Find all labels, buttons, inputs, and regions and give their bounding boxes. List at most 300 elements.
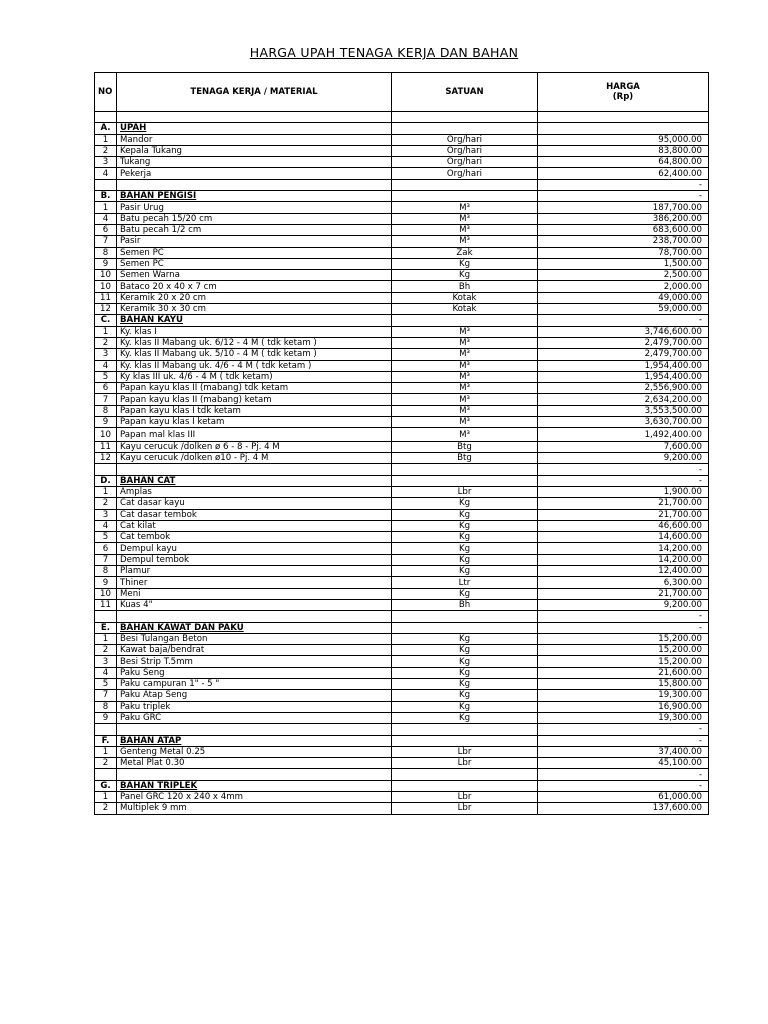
table-row — [95, 701, 709, 712]
row-unit: Bh — [392, 599, 538, 610]
table-row — [95, 236, 709, 247]
row-unit: M³ — [392, 224, 538, 235]
row-material: Papan mal klas III — [117, 428, 392, 442]
row-price: 64,800.00 — [538, 157, 709, 168]
row-material: Genteng Metal 0.25 — [117, 746, 392, 757]
row-number: 1 — [95, 746, 117, 757]
section-row — [95, 780, 709, 791]
row-price: 21,600.00 — [538, 667, 709, 678]
row-number: 4 — [95, 520, 117, 531]
row-number — [95, 179, 117, 190]
row-price: 21,700.00 — [538, 498, 709, 509]
row-number: 5 — [95, 532, 117, 543]
row-material — [117, 622, 392, 633]
row-unit: Kg — [392, 645, 538, 656]
row-unit: Kg — [392, 498, 538, 509]
row-unit: Kg — [392, 667, 538, 678]
row-number: 2 — [95, 337, 117, 348]
row-material: Keramik 30 x 30 cm — [117, 304, 392, 315]
row-price: - — [538, 464, 709, 475]
table-row — [95, 292, 709, 303]
row-price: - — [538, 724, 709, 735]
row-price: 3,746,600.00 — [538, 326, 709, 337]
row-price: 14,200.00 — [538, 554, 709, 565]
row-unit — [392, 622, 538, 633]
row-material: Paku Atap Seng — [117, 690, 392, 701]
row-price: 1,492,400.00 — [538, 428, 709, 442]
row-number: 12 — [95, 453, 117, 464]
row-price: 15,800.00 — [538, 679, 709, 690]
table-row — [95, 667, 709, 678]
row-price: 15,200.00 — [538, 656, 709, 667]
row-number: 7 — [95, 690, 117, 701]
row-price: 9,200.00 — [538, 599, 709, 610]
row-price: 19,300.00 — [538, 690, 709, 701]
row-price: 7,600.00 — [538, 441, 709, 452]
row-material: Ky. klas II Mabang uk. 6/12 - 4 M ( tdk ketam ) — [117, 337, 392, 348]
row-unit: M³ — [392, 394, 538, 405]
row-price: 19,300.00 — [538, 712, 709, 723]
row-material: Amplas — [117, 487, 392, 498]
row-price: - — [538, 780, 709, 791]
row-unit: M³ — [392, 337, 538, 348]
table-row — [95, 690, 709, 701]
table-row — [95, 371, 709, 382]
table-row — [95, 509, 709, 520]
section-row — [95, 191, 709, 202]
table-row — [95, 611, 709, 622]
row-price: 45,100.00 — [538, 758, 709, 769]
table-row — [95, 405, 709, 416]
header-no: NO — [95, 73, 117, 112]
row-price: - — [538, 191, 709, 202]
row-number: 4 — [95, 360, 117, 371]
section-title: BAHAN ATAP — [120, 735, 182, 746]
row-material: Paku campuran 1" - 5 " — [117, 679, 392, 690]
row-material: Besi Tulangan Beton — [117, 633, 392, 644]
table-row — [95, 441, 709, 452]
row-material: Besi Strip T.5mm — [117, 656, 392, 667]
table-row — [95, 803, 709, 814]
table-row — [95, 656, 709, 667]
row-number: 5 — [95, 679, 117, 690]
row-number — [95, 112, 117, 123]
row-unit: Lbr — [392, 758, 538, 769]
table-row — [95, 304, 709, 315]
row-number: 6 — [95, 543, 117, 554]
row-unit: Kg — [392, 554, 538, 565]
row-material: Semen Warna — [117, 270, 392, 281]
table-row — [95, 679, 709, 690]
row-price: 1,954,400.00 — [538, 371, 709, 382]
row-number: F. — [95, 735, 117, 746]
row-price: 2,634,200.00 — [538, 394, 709, 405]
row-material: Cat dasar tembok — [117, 509, 392, 520]
price-table — [94, 72, 709, 815]
table-row — [95, 394, 709, 405]
table-row — [95, 724, 709, 735]
page-title: HARGA UPAH TENAGA KERJA DAN BAHAN — [249, 45, 519, 60]
table-row — [95, 202, 709, 213]
row-number: 10 — [95, 428, 117, 442]
spacer-row — [95, 112, 709, 123]
row-number: 3 — [95, 349, 117, 360]
table-row — [95, 769, 709, 780]
row-unit: Kotak — [392, 292, 538, 303]
row-price: 59,000.00 — [538, 304, 709, 315]
row-material: Paku GRC — [117, 712, 392, 723]
table-row — [95, 633, 709, 644]
row-material: Papan kayu klas I tdk ketam — [117, 405, 392, 416]
row-unit: Zak — [392, 247, 538, 258]
row-number: A. — [95, 123, 117, 134]
row-material: Batu pecah 1/2 cm — [117, 224, 392, 235]
row-unit — [392, 112, 538, 123]
row-price: 14,200.00 — [538, 543, 709, 554]
table-row — [95, 588, 709, 599]
row-unit: M³ — [392, 236, 538, 247]
row-price: - — [538, 611, 709, 622]
row-material: Paku triplek — [117, 701, 392, 712]
row-material — [117, 123, 392, 134]
row-unit — [392, 464, 538, 475]
row-price: 62,400.00 — [538, 168, 709, 179]
row-price: 95,000.00 — [538, 134, 709, 145]
table-row — [95, 224, 709, 235]
row-unit: Kg — [392, 270, 538, 281]
table-row — [95, 417, 709, 428]
row-unit — [392, 735, 538, 746]
row-number: 9 — [95, 577, 117, 588]
row-unit: Kg — [392, 690, 538, 701]
table-row — [95, 326, 709, 337]
row-price: 15,200.00 — [538, 633, 709, 644]
section-row — [95, 735, 709, 746]
row-material — [117, 724, 392, 735]
table-row — [95, 179, 709, 190]
row-unit: Org/hari — [392, 157, 538, 168]
row-number: 8 — [95, 405, 117, 416]
row-price: - — [538, 735, 709, 746]
row-price: 2,479,700.00 — [538, 349, 709, 360]
row-price: 6,300.00 — [538, 577, 709, 588]
row-unit — [392, 769, 538, 780]
row-material: Batu pecah 15/20 cm — [117, 213, 392, 224]
header-satuan: SATUAN — [392, 73, 538, 112]
row-price: 386,200.00 — [538, 213, 709, 224]
row-unit: Kg — [392, 532, 538, 543]
row-material: Pasir Urug — [117, 202, 392, 213]
row-number: 4 — [95, 168, 117, 179]
row-material: Cat kilat — [117, 520, 392, 531]
row-unit: M³ — [392, 202, 538, 213]
row-material — [117, 315, 392, 326]
row-unit: M³ — [392, 360, 538, 371]
section-title: BAHAN CAT — [120, 475, 176, 486]
row-material: Panel GRC 120 x 240 x 4mm — [117, 792, 392, 803]
row-price: 61,000.00 — [538, 792, 709, 803]
row-number: 8 — [95, 247, 117, 258]
row-price: - — [538, 769, 709, 780]
row-number: 4 — [95, 213, 117, 224]
row-price: 16,900.00 — [538, 701, 709, 712]
row-number: 2 — [95, 145, 117, 156]
row-number — [95, 724, 117, 735]
row-unit — [392, 780, 538, 791]
row-material: Keramik 20 x 20 cm — [117, 292, 392, 303]
table-row — [95, 758, 709, 769]
row-price: 21,700.00 — [538, 588, 709, 599]
table-row — [95, 577, 709, 588]
row-unit: M³ — [392, 213, 538, 224]
table-row — [95, 746, 709, 757]
row-unit — [392, 611, 538, 622]
row-unit: M³ — [392, 383, 538, 394]
table-row — [95, 712, 709, 723]
table-header-row — [95, 73, 709, 112]
table-row — [95, 349, 709, 360]
row-material — [117, 611, 392, 622]
row-unit — [392, 123, 538, 134]
row-price: 14,600.00 — [538, 532, 709, 543]
table-body — [95, 112, 709, 815]
row-number: E. — [95, 622, 117, 633]
row-price: 2,500.00 — [538, 270, 709, 281]
row-price: 15,200.00 — [538, 645, 709, 656]
row-number: 3 — [95, 509, 117, 520]
table-row — [95, 157, 709, 168]
row-price: - — [538, 179, 709, 190]
row-number: 3 — [95, 157, 117, 168]
section-title: UPAH — [120, 123, 147, 134]
row-number: 2 — [95, 498, 117, 509]
row-number: 6 — [95, 224, 117, 235]
row-price: 2,556,900.00 — [538, 383, 709, 394]
row-price: 78,700.00 — [538, 247, 709, 258]
table-row — [95, 134, 709, 145]
row-number: 11 — [95, 599, 117, 610]
row-number: 10 — [95, 588, 117, 599]
row-unit: M³ — [392, 405, 538, 416]
row-price: 2,479,700.00 — [538, 337, 709, 348]
row-price: 1,900.00 — [538, 487, 709, 498]
table-row — [95, 337, 709, 348]
row-price: - — [538, 622, 709, 633]
row-unit: Kg — [392, 520, 538, 531]
row-unit: Kg — [392, 588, 538, 599]
row-material: Kayu cerucuk /dolken ø10 - Pj. 4 M — [117, 453, 392, 464]
row-price: 137,600.00 — [538, 803, 709, 814]
row-price: 46,600.00 — [538, 520, 709, 531]
row-number: 9 — [95, 712, 117, 723]
row-material: Multiplek 9 mm — [117, 803, 392, 814]
row-unit: Btg — [392, 453, 538, 464]
section-title: BAHAN TRIPLEK — [120, 780, 198, 791]
row-price: 21,700.00 — [538, 509, 709, 520]
row-material: Pasir — [117, 236, 392, 247]
table-row — [95, 247, 709, 258]
row-unit: Lbr — [392, 746, 538, 757]
row-price — [538, 123, 709, 134]
row-unit: Kg — [392, 509, 538, 520]
table-row — [95, 428, 709, 442]
row-material: Papan kayu klas II (mabang) tdk ketam — [117, 383, 392, 394]
section-row — [95, 315, 709, 326]
row-material: Tukang — [117, 157, 392, 168]
table-row — [95, 599, 709, 610]
section-row — [95, 622, 709, 633]
row-unit: Kg — [392, 258, 538, 269]
row-material: Papan kayu klas I ketam — [117, 417, 392, 428]
row-unit: M³ — [392, 417, 538, 428]
row-material — [117, 475, 392, 486]
row-unit: Btg — [392, 441, 538, 452]
row-number: D. — [95, 475, 117, 486]
table-row — [95, 213, 709, 224]
row-material: Plamur — [117, 566, 392, 577]
section-row — [95, 475, 709, 486]
section-title: BAHAN KAYU — [120, 315, 183, 326]
row-number: 7 — [95, 236, 117, 247]
row-unit — [392, 724, 538, 735]
row-material: Paku Seng — [117, 667, 392, 678]
row-unit: Kg — [392, 679, 538, 690]
table-row — [95, 360, 709, 371]
table-row — [95, 270, 709, 281]
section-title: BAHAN KAWAT DAN PAKU — [120, 622, 244, 633]
row-number — [95, 464, 117, 475]
row-unit: Ltr — [392, 577, 538, 588]
row-price: - — [538, 315, 709, 326]
row-unit: Lbr — [392, 803, 538, 814]
row-price: 1,954,400.00 — [538, 360, 709, 371]
row-unit: M³ — [392, 349, 538, 360]
row-number: 7 — [95, 554, 117, 565]
table-row — [95, 487, 709, 498]
row-unit: Lbr — [392, 487, 538, 498]
table-row — [95, 383, 709, 394]
row-number: 8 — [95, 701, 117, 712]
table-row — [95, 498, 709, 509]
row-material — [117, 735, 392, 746]
row-unit: Kg — [392, 543, 538, 554]
row-material: Ky. klas II Mabang uk. 5/10 - 4 M ( tdk ketam ) — [117, 349, 392, 360]
row-unit: Kg — [392, 656, 538, 667]
row-unit: Org/hari — [392, 168, 538, 179]
row-number: 1 — [95, 792, 117, 803]
row-unit: Kotak — [392, 304, 538, 315]
row-material: Cat tembok — [117, 532, 392, 543]
row-number — [95, 611, 117, 622]
row-material: Dempul kayu — [117, 543, 392, 554]
table-row — [95, 453, 709, 464]
row-material — [117, 769, 392, 780]
row-price: 12,400.00 — [538, 566, 709, 577]
row-unit: Org/hari — [392, 134, 538, 145]
row-number: 1 — [95, 633, 117, 644]
row-number: 2 — [95, 803, 117, 814]
row-unit: Org/hari — [392, 145, 538, 156]
section-row — [95, 123, 709, 134]
row-unit: Kg — [392, 633, 538, 644]
row-price: 3,630,700.00 — [538, 417, 709, 428]
row-number: 3 — [95, 656, 117, 667]
row-unit — [392, 191, 538, 202]
table-row — [95, 145, 709, 156]
row-unit: M³ — [392, 371, 538, 382]
row-material: Mandor — [117, 134, 392, 145]
row-material: Bataco 20 x 40 x 7 cm — [117, 281, 392, 292]
row-material: Kepala Tukang — [117, 145, 392, 156]
row-material: Semen PC — [117, 247, 392, 258]
row-number: 2 — [95, 758, 117, 769]
row-number: 10 — [95, 270, 117, 281]
row-price: 187,700.00 — [538, 202, 709, 213]
row-price: 2,000.00 — [538, 281, 709, 292]
row-price: 9,200.00 — [538, 453, 709, 464]
row-material: Ky. klas II Mabang uk. 4/6 - 4 M ( tdk ketam ) — [117, 360, 392, 371]
row-unit: Lbr — [392, 792, 538, 803]
header-harga: HARGA (Rp) — [538, 73, 709, 112]
row-number: 2 — [95, 645, 117, 656]
row-number: 1 — [95, 487, 117, 498]
row-price: 3,553,500.00 — [538, 405, 709, 416]
row-number: 1 — [95, 134, 117, 145]
row-number: 1 — [95, 326, 117, 337]
row-number: 7 — [95, 394, 117, 405]
row-material: Ky. klas I — [117, 326, 392, 337]
row-number: 6 — [95, 383, 117, 394]
table-row — [95, 554, 709, 565]
section-title: BAHAN PENGISI — [120, 191, 197, 202]
row-material: Dempul tembok — [117, 554, 392, 565]
row-price: 683,600.00 — [538, 224, 709, 235]
row-number: 4 — [95, 667, 117, 678]
row-number: 8 — [95, 566, 117, 577]
row-material: Thiner — [117, 577, 392, 588]
row-material: Kawat baja/bendrat — [117, 645, 392, 656]
row-material: Semen PC — [117, 258, 392, 269]
row-material: Kayu cerucuk /dolken ø 6 - 8 - Pj. 4 M — [117, 441, 392, 452]
table-row — [95, 258, 709, 269]
row-unit: Kg — [392, 566, 538, 577]
row-number: 11 — [95, 292, 117, 303]
table-row — [95, 532, 709, 543]
row-price: 238,700.00 — [538, 236, 709, 247]
row-material: Cat dasar kayu — [117, 498, 392, 509]
row-price: 83,800.00 — [538, 145, 709, 156]
row-unit: M³ — [392, 428, 538, 442]
row-material: Meni — [117, 588, 392, 599]
row-unit: M³ — [392, 326, 538, 337]
row-material — [117, 191, 392, 202]
row-number: G. — [95, 780, 117, 791]
row-unit — [392, 315, 538, 326]
row-number: 9 — [95, 258, 117, 269]
row-material — [117, 179, 392, 190]
row-material — [117, 464, 392, 475]
row-number: 1 — [95, 202, 117, 213]
row-price — [538, 112, 709, 123]
table-row — [95, 464, 709, 475]
row-material: Ky klas III uk. 4/6 - 4 M ( tdk ketam) — [117, 371, 392, 382]
table-row — [95, 566, 709, 577]
table-row — [95, 792, 709, 803]
row-price: 37,400.00 — [538, 746, 709, 757]
table-row — [95, 168, 709, 179]
table-row — [95, 520, 709, 531]
row-price: - — [538, 475, 709, 486]
